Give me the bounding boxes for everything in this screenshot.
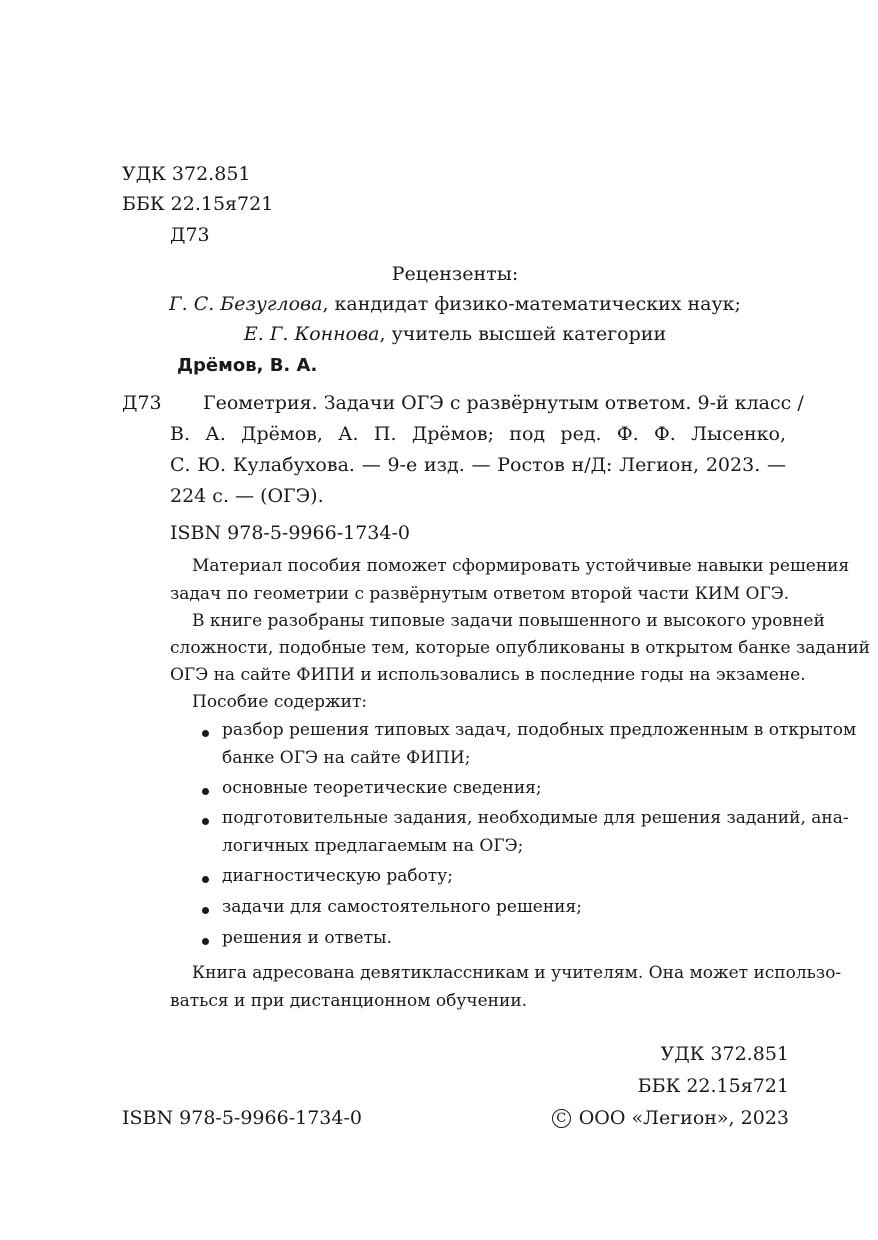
bullet-dot-icon	[202, 788, 209, 795]
isbn-bottom: ISBN 978-5-9966-1734-0	[122, 1107, 362, 1129]
author-sign-top: Д73	[170, 224, 210, 246]
reviewers-heading: Рецензенты:	[391, 263, 519, 285]
bib-line-1: Геометрия. Задачи ОГЭ с развёрнутым ответом. 9-й класс /	[203, 392, 804, 414]
bullet-dot-icon	[202, 730, 209, 737]
author-heading: Дрёмов, В. А.	[177, 355, 318, 376]
reviewer-1-role: , кандидат физико-математических наук;	[322, 293, 741, 315]
annotation-p1-line-2: задач по геометрии с развёрнутым ответом второй части КИМ ОГЭ.	[170, 584, 790, 604]
bullet-1-line-1: разбор решения типовых задач, подобных предложенным в открытом	[222, 720, 857, 740]
reviewer-2-role: , учитель высшей категории	[379, 323, 667, 345]
bullet-dot-icon	[202, 876, 209, 883]
reviewer-2-name: Е. Г. Коннова	[243, 323, 380, 345]
bullet-1-line-2: банке ОГЭ на сайте ФИПИ;	[222, 748, 471, 768]
copyright-icon: С	[552, 1109, 571, 1128]
isbn-line: ISBN 978-5-9966-1734-0	[170, 522, 410, 544]
bullet-3-line-2: логичных предлагаемым на ОГЭ;	[222, 836, 524, 856]
udk-code-bottom: УДК 372.851	[660, 1043, 789, 1065]
bbk-code-bottom: ББК 22.15я721	[637, 1075, 789, 1097]
bullet-3-line-1: подготовительные задания, необходимые для решения заданий, ана-	[222, 808, 849, 828]
copyright-line	[552, 1107, 789, 1129]
annotation-p2-line-2: сложности, подобные тем, которые опубликованы в открытом банке заданий	[170, 638, 870, 658]
copyright-holder: ООО «Легион», 2023	[578, 1107, 789, 1129]
reviewer-1-name: Г. С. Безуглова	[169, 293, 323, 315]
bullet-dot-icon	[202, 818, 209, 825]
annotation-p3-line-2: ваться и при дистанционном обучении.	[170, 991, 528, 1011]
contents-heading: Пособие содержит:	[192, 692, 368, 712]
bullet-5: задачи для самостоятельного решения;	[222, 897, 582, 917]
bullet-2: основные теоретические сведения;	[222, 778, 542, 798]
bib-line-4: 224 с. — (ОГЭ).	[170, 485, 324, 507]
annotation-p2-line-1: В книге разобраны типовые задачи повышенного и высокого уровней	[192, 611, 825, 631]
bib-sign: Д73	[122, 392, 162, 414]
bullet-dot-icon	[202, 938, 209, 945]
annotation-p1-line-1: Материал пособия поможет сформировать устойчивые навыки решения	[192, 556, 850, 576]
annotation-p2-line-3: ОГЭ на сайте ФИПИ и использовались в последние годы на экзамене.	[170, 665, 806, 685]
reviewer-1	[122, 293, 788, 315]
reviewer-2	[122, 323, 788, 345]
bullet-4: диагностическую работу;	[222, 866, 453, 886]
bullet-6: решения и ответы.	[222, 928, 392, 948]
bib-line-2: В. А. Дрёмов, А. П. Дрёмов; под ред. Ф. Ф. Лысенко,	[170, 423, 786, 445]
bbk-code-top: ББК 22.15я721	[122, 193, 274, 215]
bullet-dot-icon	[202, 907, 209, 914]
annotation-p3-line-1: Книга адресована девятиклассникам и учителям. Она может использо-	[192, 963, 842, 983]
udk-code-top: УДК 372.851	[122, 163, 251, 185]
bib-line-3: С. Ю. Кулабухова. — 9-е изд. — Ростов н/Д: Легион, 2023. —	[170, 454, 786, 476]
